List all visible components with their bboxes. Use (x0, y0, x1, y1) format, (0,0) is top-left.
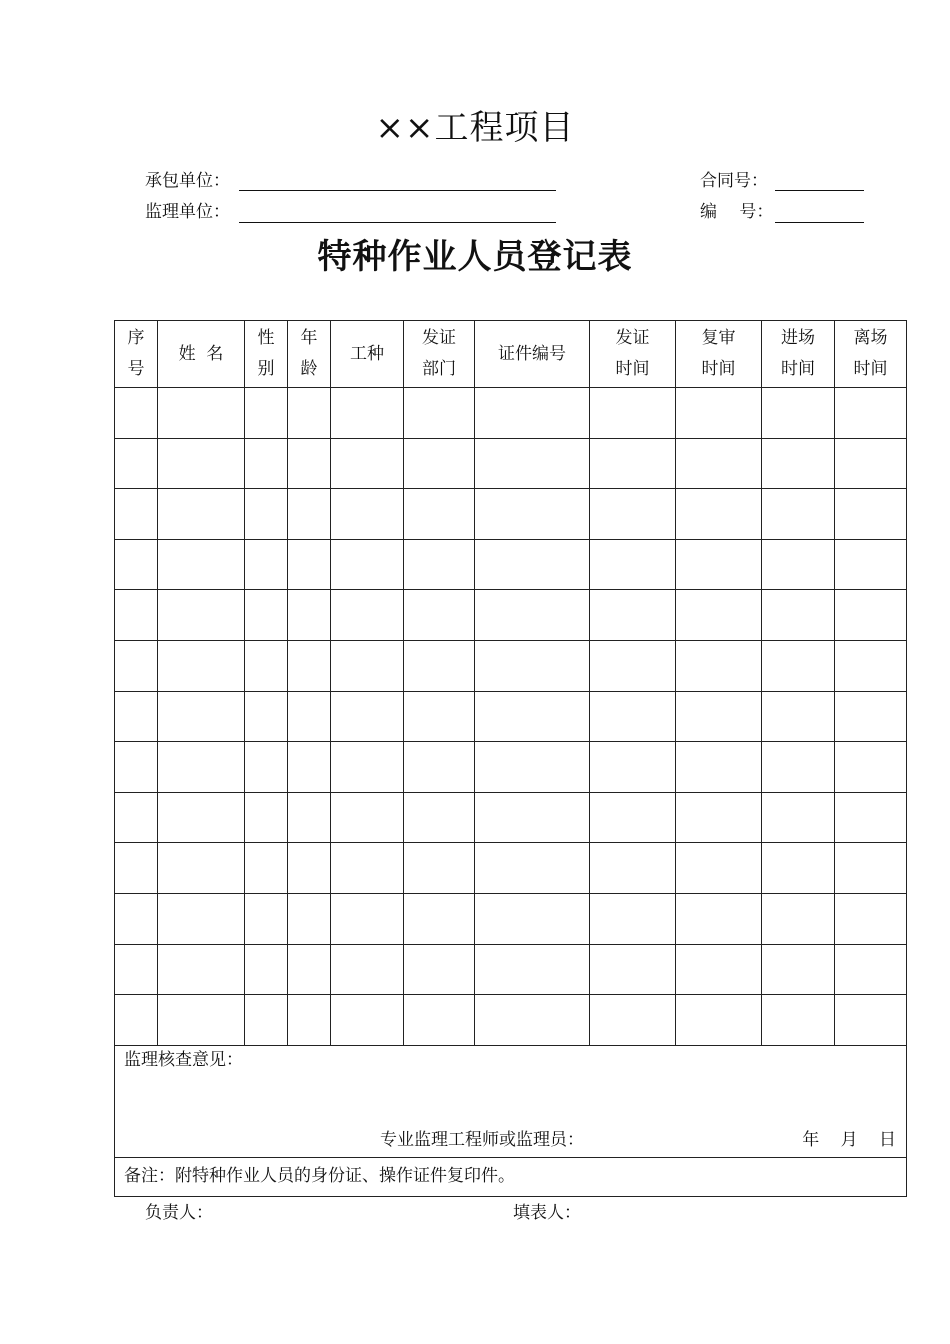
table-cell[interactable] (590, 792, 676, 843)
remarks-row (115, 1045, 907, 1157)
table-cell[interactable] (676, 388, 762, 439)
table-cell[interactable] (331, 489, 404, 540)
responsible-label: 负责人： (145, 1203, 213, 1223)
table-cell[interactable] (762, 438, 835, 489)
column-header-line: 龄 (300, 359, 318, 379)
column-header (158, 321, 245, 388)
table-cell[interactable] (475, 539, 590, 590)
table-cell[interactable] (288, 539, 331, 590)
table-cell[interactable] (158, 438, 245, 489)
table-cell[interactable] (676, 691, 762, 742)
table-cell[interactable] (288, 742, 331, 793)
table-cell[interactable] (331, 640, 404, 691)
table-cell[interactable] (835, 691, 907, 742)
note-cell (115, 1157, 907, 1196)
column-header-line: 姓 名 (178, 343, 224, 364)
table-cell[interactable] (245, 590, 288, 641)
table-cell[interactable] (404, 438, 475, 489)
column-header (590, 321, 676, 388)
table-cell[interactable] (762, 640, 835, 691)
table-cell[interactable] (288, 691, 331, 742)
table-cell[interactable] (158, 742, 245, 793)
registration-table (114, 320, 907, 1197)
table-cell[interactable] (158, 489, 245, 540)
column-header (762, 321, 835, 388)
table-cell[interactable] (115, 691, 158, 742)
serial-no-field[interactable] (775, 222, 864, 223)
serial-no-label: 编 号： (700, 202, 774, 222)
table-cell[interactable] (288, 792, 331, 843)
table-cell[interactable] (676, 792, 762, 843)
table-cell[interactable] (835, 792, 907, 843)
table-cell[interactable] (115, 640, 158, 691)
table-cell[interactable] (158, 640, 245, 691)
table-cell[interactable] (288, 388, 331, 439)
column-header-line: 部门 (422, 359, 456, 379)
table-cell[interactable] (475, 438, 590, 489)
table-row (115, 640, 907, 691)
table-cell[interactable] (676, 590, 762, 641)
table-cell[interactable] (404, 590, 475, 641)
table-row (115, 742, 907, 793)
table-cell[interactable] (115, 590, 158, 641)
table-cell[interactable] (590, 944, 676, 995)
table-cell[interactable] (475, 388, 590, 439)
table-cell[interactable] (288, 640, 331, 691)
table-cell[interactable] (245, 995, 288, 1046)
column-header (288, 321, 331, 388)
supervision-remarks-cell[interactable] (115, 1045, 907, 1157)
column-header (475, 321, 590, 388)
table-cell[interactable] (115, 489, 158, 540)
contract-no-field[interactable] (775, 190, 864, 191)
table-cell[interactable] (288, 590, 331, 641)
contract-no-label: 合同号： (700, 171, 768, 191)
table-cell[interactable] (835, 438, 907, 489)
table-cell[interactable] (475, 944, 590, 995)
table-cell[interactable] (245, 742, 288, 793)
table-cell[interactable] (288, 438, 331, 489)
column-header-line: 时间 (853, 359, 888, 379)
column-header-line: 号 (127, 359, 145, 379)
table-cell[interactable] (404, 388, 475, 439)
table-cell[interactable] (475, 590, 590, 641)
table-cell[interactable] (245, 792, 288, 843)
table-header-row (115, 321, 907, 388)
column-header (835, 321, 907, 388)
table-cell[interactable] (331, 388, 404, 439)
table-cell[interactable] (835, 539, 907, 590)
table-cell[interactable] (676, 489, 762, 540)
table-cell[interactable] (762, 843, 835, 894)
table-cell[interactable] (835, 388, 907, 439)
table-cell[interactable] (762, 539, 835, 590)
column-header (676, 321, 762, 388)
table-cell[interactable] (590, 995, 676, 1046)
table-row (115, 792, 907, 843)
table-cell[interactable] (590, 742, 676, 793)
table-cell[interactable] (115, 843, 158, 894)
filler-label: 填表人： (513, 1203, 581, 1223)
table-cell[interactable] (475, 691, 590, 742)
table-row (115, 489, 907, 540)
table-cell[interactable] (590, 388, 676, 439)
table-cell[interactable] (475, 742, 590, 793)
table-cell[interactable] (288, 489, 331, 540)
table-cell[interactable] (835, 590, 907, 641)
table-cell[interactable] (158, 792, 245, 843)
table-cell[interactable] (115, 792, 158, 843)
table-cell[interactable] (590, 539, 676, 590)
table-cell[interactable] (762, 792, 835, 843)
table-cell[interactable] (475, 843, 590, 894)
table-cell[interactable] (404, 539, 475, 590)
column-header-line: 年 (300, 328, 318, 348)
contractor-field[interactable] (239, 190, 556, 191)
table-row (115, 691, 907, 742)
column-header (331, 321, 404, 388)
column-header-line: 时间 (701, 359, 736, 379)
column-header (115, 321, 158, 388)
table-row (115, 843, 907, 894)
table-cell[interactable] (404, 489, 475, 540)
table-row (115, 388, 907, 439)
table-cell[interactable] (245, 691, 288, 742)
date-label: 年 月 日 (802, 1129, 896, 1150)
table-cell[interactable] (288, 843, 331, 894)
table-cell[interactable] (762, 742, 835, 793)
table-cell[interactable] (762, 590, 835, 641)
table-cell[interactable] (158, 691, 245, 742)
table-cell[interactable] (115, 742, 158, 793)
table-cell[interactable] (115, 893, 158, 944)
table-cell[interactable] (835, 843, 907, 894)
column-header-line: 时间 (615, 359, 650, 379)
table-cell[interactable] (245, 438, 288, 489)
table-cell[interactable] (331, 843, 404, 894)
table-row (115, 944, 907, 995)
table-cell[interactable] (762, 893, 835, 944)
table-cell[interactable] (404, 792, 475, 843)
column-header-line: 时间 (781, 359, 815, 379)
table-cell[interactable] (676, 944, 762, 995)
table-cell[interactable] (245, 893, 288, 944)
table-cell[interactable] (590, 590, 676, 641)
table-row (115, 539, 907, 590)
table-cell[interactable] (331, 995, 404, 1046)
table-cell[interactable] (475, 792, 590, 843)
table-cell[interactable] (288, 944, 331, 995)
table-cell[interactable] (762, 691, 835, 742)
table-cell[interactable] (245, 388, 288, 439)
table-cell[interactable] (676, 640, 762, 691)
table-cell[interactable] (115, 944, 158, 995)
table-cell[interactable] (245, 944, 288, 995)
table-row (115, 995, 907, 1046)
table-cell[interactable] (404, 843, 475, 894)
table-cell[interactable] (590, 691, 676, 742)
table-cell[interactable] (835, 640, 907, 691)
table-cell[interactable] (590, 438, 676, 489)
column-header-line: 工种 (350, 343, 384, 364)
table-cell[interactable] (331, 792, 404, 843)
table-cell[interactable] (331, 590, 404, 641)
table-cell[interactable] (158, 944, 245, 995)
table-cell[interactable] (245, 843, 288, 894)
table-cell[interactable] (288, 995, 331, 1046)
table-cell[interactable] (835, 893, 907, 944)
table-cell[interactable] (835, 742, 907, 793)
table-cell[interactable] (835, 944, 907, 995)
table-cell[interactable] (762, 944, 835, 995)
table-cell[interactable] (475, 995, 590, 1046)
table-cell[interactable] (404, 742, 475, 793)
column-header (404, 321, 475, 388)
table-cell[interactable] (288, 893, 331, 944)
supervisor-field[interactable] (239, 222, 556, 223)
table-cell[interactable] (762, 489, 835, 540)
table-cell[interactable] (676, 893, 762, 944)
contractor-label: 承包单位： (145, 171, 230, 191)
table-cell[interactable] (331, 438, 404, 489)
table-cell[interactable] (158, 590, 245, 641)
table-cell[interactable] (158, 539, 245, 590)
table-cell[interactable] (404, 893, 475, 944)
table-row (115, 590, 907, 641)
table-cell[interactable] (404, 995, 475, 1046)
table-cell[interactable] (590, 893, 676, 944)
table-cell[interactable] (676, 843, 762, 894)
table-cell[interactable] (331, 944, 404, 995)
table-cell[interactable] (331, 691, 404, 742)
table-cell[interactable] (835, 489, 907, 540)
table-cell[interactable] (404, 640, 475, 691)
form-title: 特种作业人员登记表 (317, 237, 633, 277)
table-cell[interactable] (115, 438, 158, 489)
table-cell[interactable] (676, 438, 762, 489)
note-text: 备注：附特种作业人员的身份证、操作证件复印件。 (124, 1166, 515, 1187)
project-title: ××工程项目 (375, 108, 575, 148)
supervision-remarks-heading: 监理核查意见： (124, 1049, 243, 1070)
column-header-line: 离场 (853, 328, 888, 348)
column-header-line: 进场 (781, 328, 815, 348)
table-cell[interactable] (115, 388, 158, 439)
note-row (115, 1157, 907, 1196)
column-header-line: 证件编号 (498, 343, 566, 364)
table-cell[interactable] (331, 893, 404, 944)
table-cell[interactable] (115, 539, 158, 590)
table-cell[interactable] (158, 388, 245, 439)
table-cell[interactable] (158, 893, 245, 944)
table-cell[interactable] (676, 742, 762, 793)
column-header-line: 发证 (422, 328, 456, 348)
column-header-line: 发证 (615, 328, 650, 348)
table-cell[interactable] (590, 489, 676, 540)
table-cell[interactable] (404, 944, 475, 995)
table-cell[interactable] (115, 995, 158, 1046)
table-cell[interactable] (590, 843, 676, 894)
table-cell[interactable] (676, 995, 762, 1046)
supervising-engineer-label: 专业监理工程师或监理员： (380, 1129, 584, 1150)
table-cell[interactable] (158, 843, 245, 894)
supervisor-label: 监理单位： (145, 202, 230, 222)
table-cell[interactable] (245, 539, 288, 590)
column-header-line: 别 (257, 359, 275, 379)
table-cell[interactable] (762, 388, 835, 439)
table-cell[interactable] (590, 640, 676, 691)
table-cell[interactable] (404, 691, 475, 742)
table-cell[interactable] (331, 742, 404, 793)
table-cell[interactable] (245, 489, 288, 540)
table-cell[interactable] (475, 489, 590, 540)
table-cell[interactable] (676, 539, 762, 590)
table-cell[interactable] (475, 640, 590, 691)
table-cell[interactable] (158, 995, 245, 1046)
table-row (115, 893, 907, 944)
table-row (115, 438, 907, 489)
column-header-line: 复审 (701, 328, 736, 348)
table-cell[interactable] (762, 995, 835, 1046)
table-cell[interactable] (331, 539, 404, 590)
column-header-line: 性 (257, 328, 275, 348)
table-cell[interactable] (835, 995, 907, 1046)
column-header-line: 序 (127, 328, 145, 348)
table-cell[interactable] (245, 640, 288, 691)
table-cell[interactable] (475, 893, 590, 944)
column-header (245, 321, 288, 388)
